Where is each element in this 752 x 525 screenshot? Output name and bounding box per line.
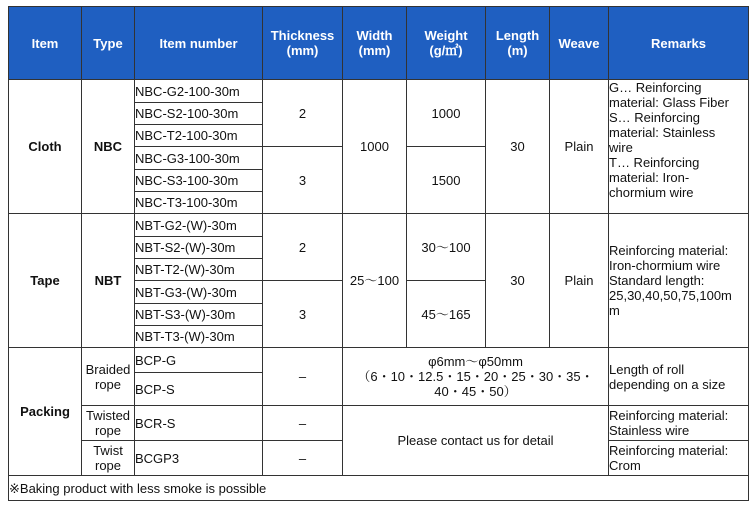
tape-thickness-a: 2: [263, 214, 343, 281]
item-number-cell: BCGP3: [135, 441, 263, 476]
cloth-length: 30: [486, 80, 550, 214]
type-line: Twist: [93, 443, 123, 458]
header-width: [343, 7, 407, 80]
header-thickness-label: Thickness: [270, 28, 335, 43]
tape-thickness-b: 3: [263, 281, 343, 348]
cloth-thickness-a: 2: [263, 80, 343, 147]
item-number-cell: BCP-G: [135, 348, 263, 373]
remarks-line: material: Iron-: [609, 170, 690, 185]
remarks-line: wire: [609, 140, 633, 155]
packing-twisted-remarks: [609, 406, 749, 441]
remarks-line: chormium wire: [609, 185, 694, 200]
item-number-cell: NBT-S3-(W)-30m: [135, 304, 263, 326]
header-weight: [407, 7, 486, 80]
cloth-type: NBC: [82, 80, 135, 214]
cloth-weight-a: 1000: [407, 80, 486, 147]
remarks-line: Reinforcing material:: [609, 443, 729, 458]
remarks-line: G… Reinforcing: [609, 80, 702, 95]
cloth-weight-b: 1500: [407, 147, 486, 214]
item-number-cell: NBC-S2-100-30m: [135, 103, 263, 125]
cloth-width: 1000: [343, 80, 407, 214]
header-type: Type: [82, 7, 135, 80]
packing-braided-remarks: [609, 348, 749, 406]
type-line: rope: [94, 423, 122, 438]
item-number-cell: NBT-S2-(W)-30m: [135, 237, 263, 259]
tape-weight-a: 30～100: [407, 214, 486, 281]
item-number-cell: NBT-T2-(W)-30m: [135, 259, 263, 281]
remarks-line: T… Reinforcing: [609, 155, 700, 170]
remarks-line: Standard length:: [609, 273, 705, 288]
item-number-cell: NBC-S3-100-30m: [135, 170, 263, 192]
packing-twist-type: [82, 441, 135, 476]
header-width-unit: (mm): [358, 43, 391, 58]
packing-contact: Please contact us for detail: [343, 406, 609, 476]
header-length: [486, 7, 550, 80]
table-row: [9, 348, 749, 373]
table-row: [9, 214, 749, 237]
remarks-line: m: [609, 303, 620, 318]
remarks-line: Reinforcing material:: [609, 243, 729, 258]
remarks-line: Reinforcing material:: [609, 408, 729, 423]
header-length-label: Length: [495, 28, 540, 43]
header-weight-label: Weight: [424, 28, 468, 43]
table-row: [9, 406, 749, 441]
header-thickness: [263, 7, 343, 80]
cloth-thickness-b: 3: [263, 147, 343, 214]
item-number-cell: NBT-G3-(W)-30m: [135, 281, 263, 304]
tape-weight-b: 45～165: [407, 281, 486, 348]
tape-width: 25～100: [343, 214, 407, 348]
remarks-line: Iron-chormium wire: [609, 258, 721, 273]
item-number-cell: NBT-G2-(W)-30m: [135, 214, 263, 237]
header-weave: Weave: [550, 7, 609, 80]
footnote-row: [9, 476, 749, 501]
header-length-unit: (m): [507, 43, 528, 58]
tape-length: 30: [486, 214, 550, 348]
item-number-cell: BCP-S: [135, 373, 263, 406]
cloth-remarks: [609, 80, 749, 214]
header-thickness-unit: (mm): [286, 43, 319, 58]
packing-braided-thickness: –: [263, 348, 343, 406]
item-number-cell: NBC-T3-100-30m: [135, 192, 263, 214]
remarks-line: Crom: [609, 458, 641, 473]
type-line: rope: [94, 376, 122, 392]
footnote: ※Baking product with less smoke is possible: [9, 476, 749, 501]
packing-twisted-type: [82, 406, 135, 441]
remarks-line: Stainless wire: [609, 423, 690, 438]
header-item-number: Item number: [135, 7, 263, 80]
type-line: Braided: [85, 361, 131, 377]
item-number-cell: NBC-G3-100-30m: [135, 147, 263, 170]
packing-twist-remarks: [609, 441, 749, 476]
cloth-weave: Plain: [550, 80, 609, 214]
cloth-item: Cloth: [9, 80, 82, 214]
sizes-line: （6・10・12.5・15・20・25・30・35・: [357, 369, 594, 384]
item-number-cell: BCR-S: [135, 406, 263, 441]
header-width-label: Width: [356, 28, 393, 43]
remarks-line: material: Glass Fiber: [609, 95, 729, 110]
packing-braided-type: [82, 348, 135, 406]
remarks-line: 25,30,40,50,75,100m: [609, 288, 732, 303]
tape-item: Tape: [9, 214, 82, 348]
item-number-cell: NBT-T3-(W)-30m: [135, 326, 263, 348]
header-weight-unit: (g/㎡): [429, 43, 463, 58]
type-line: rope: [94, 458, 122, 473]
sizes-line: φ6mm～φ50mm: [428, 354, 523, 369]
item-number-cell: NBC-G2-100-30m: [135, 80, 263, 103]
remarks-line: S… Reinforcing: [609, 110, 701, 125]
item-number-cell: NBC-T2-100-30m: [135, 125, 263, 147]
header-remarks: Remarks: [609, 7, 749, 80]
table-row: [9, 80, 749, 103]
remarks-line: material: Stainless: [609, 125, 716, 140]
remarks-line: Length of roll: [609, 361, 685, 377]
packing-item: Packing: [9, 348, 82, 476]
header-item: Item: [9, 7, 82, 80]
type-line: Twisted: [85, 408, 131, 423]
product-spec-table: [8, 6, 749, 501]
packing-braided-sizes: [343, 348, 609, 406]
tape-type: NBT: [82, 214, 135, 348]
packing-twisted-thickness: –: [263, 406, 343, 441]
tape-remarks: [609, 214, 749, 348]
header-row: [9, 7, 749, 80]
packing-twist-thickness: –: [263, 441, 343, 476]
tape-weave: Plain: [550, 214, 609, 348]
sizes-line: 40・45・50）: [434, 384, 517, 399]
remarks-line: depending on a size: [609, 376, 726, 392]
